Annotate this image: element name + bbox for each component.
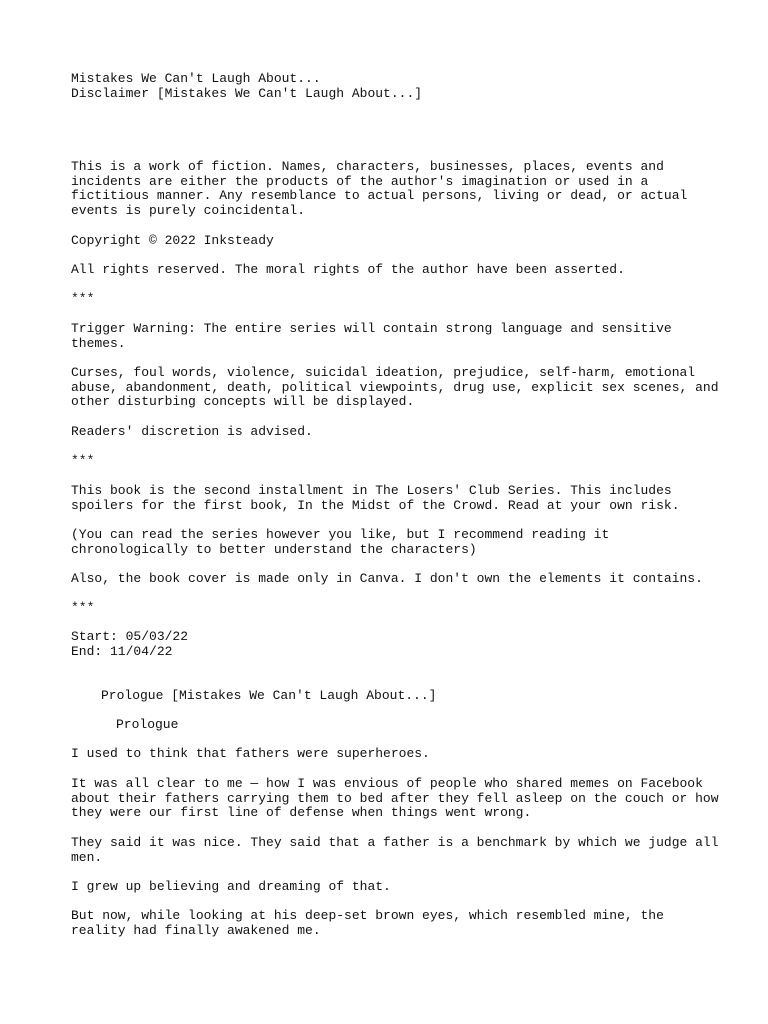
disclaimer-heading: Disclaimer [Mistakes We Can't Laugh About...]	[71, 86, 423, 101]
rights-paragraph: All rights reserved. The moral rights of the author have been asserted.	[71, 262, 625, 277]
dates-paragraph: Start: 05/03/22 End: 11/04/22	[71, 629, 189, 659]
trigger-warning-paragraph: Trigger Warning: The entire series will contain strong language and sensitive themes.	[71, 321, 672, 351]
book-title: Mistakes We Can't Laugh About...	[71, 71, 321, 86]
prologue-heading: Prologue [Mistakes We Can't Laugh About...]	[101, 688, 437, 703]
reading-order-paragraph: (You can read the series however you like, but I recommend reading it chronologically to better understand the characters)	[71, 527, 610, 557]
prologue-paragraph: They said it was nice. They said that a father is a benchmark by which we judge all men.	[71, 835, 719, 865]
content-list-paragraph: Curses, foul words, violence, suicidal ideation, prejudice, self-harm, emotional abuse, abandonment, death, political viewpoints, drug use, explicit sex scenes, and other disturbing concepts will be displayed.	[71, 365, 719, 410]
book-cover-paragraph: Also, the book cover is made only in Canva. I don't own the elements it contains.	[71, 571, 703, 586]
section-divider: ***	[71, 600, 95, 615]
prologue-paragraph: I grew up believing and dreaming of that.	[71, 879, 391, 894]
prologue-paragraph: It was all clear to me — how I was envious of people who shared memes on Facebook about their fathers carrying them to bed after they fell asleep on the couch or how they were our first line of defense when things went wrong.	[71, 776, 719, 821]
prologue-paragraph: But now, while looking at his deep-set brown eyes, which resembled mine, the reality had finally awakened me.	[71, 908, 664, 938]
prologue-paragraph: I used to think that fathers were superheroes.	[71, 746, 430, 761]
section-divider: ***	[71, 291, 95, 306]
series-note-paragraph: This book is the second installment in The Losers' Club Series. This includes spoilers for the first book, In the Midst of the Crowd. Read at your own risk.	[71, 483, 680, 513]
discretion-paragraph: Readers' discretion is advised.	[71, 424, 313, 439]
section-divider: ***	[71, 453, 95, 468]
prologue-subheading: Prologue	[116, 717, 179, 732]
fiction-notice-paragraph: This is a work of fiction. Names, characters, businesses, places, events and incidents are either the products of the author's imagination or used in a fictitious manner. Any resemblance to actual persons, living or dead, or actual events is purely coincidental.	[71, 159, 688, 219]
copyright-paragraph: Copyright © 2022 Inksteady	[71, 233, 274, 248]
